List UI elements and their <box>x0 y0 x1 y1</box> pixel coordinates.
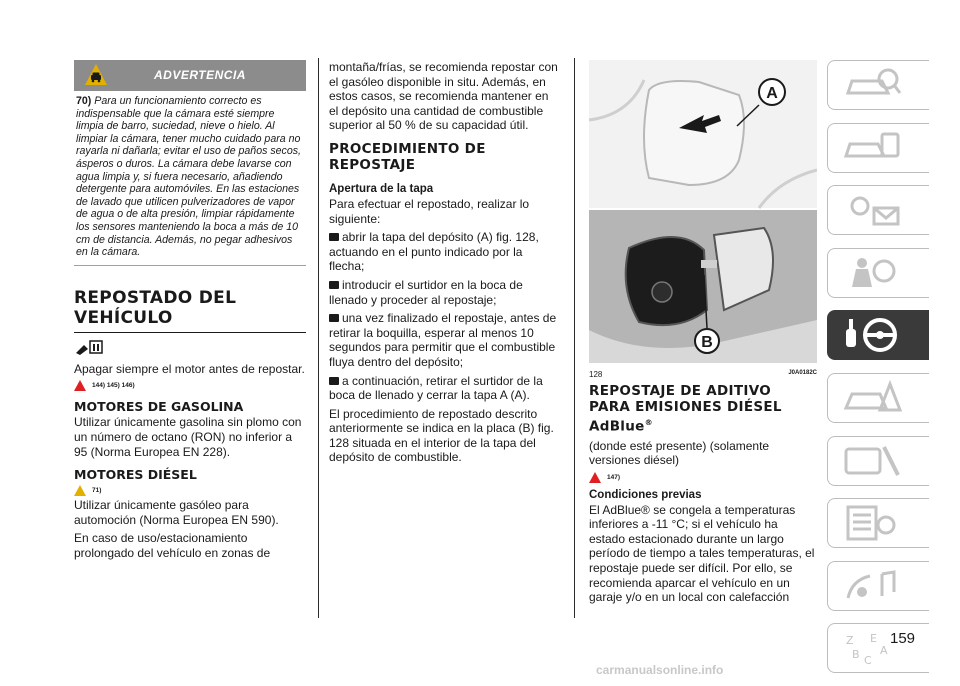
figure-number: 128 <box>589 370 603 379</box>
tab-specifications[interactable] <box>827 498 929 548</box>
svg-text:A: A <box>880 644 888 658</box>
figure-caption <box>589 370 817 379</box>
refs-text: 147) <box>607 473 621 481</box>
key-steering-icon <box>842 317 902 353</box>
car-icon <box>842 130 902 166</box>
svg-text:C: C <box>864 654 872 667</box>
page-number: 159 <box>890 630 916 647</box>
preconditions-heading: Condiciones previas <box>589 488 702 501</box>
refs-text: 71) <box>92 487 102 495</box>
gasoline-text: Utilizar únicamente gasolina sin plomo con un número de octano (RON) no inferior a 95 (Norma Europea EN 228). <box>74 415 302 459</box>
tab-lights[interactable] <box>827 185 929 235</box>
step-4 <box>329 374 560 403</box>
procedure-heading: PROCEDIMIENTO DE REPOSTAJE <box>329 140 486 173</box>
step-text: introducir el surtidor en la boca de llenado y proceder al repostaje; <box>329 277 523 307</box>
warning-title: ADVERTENCIA <box>154 68 246 82</box>
svg-text:B: B <box>852 648 860 662</box>
warning-refs-2 <box>74 485 306 496</box>
step-text: abrir la tapa del depósito (A) fig. 128, actuando en el punto indicado por la flecha; <box>329 230 539 274</box>
warning-number: 70) <box>76 95 92 107</box>
fuel-nozzle-icon <box>74 339 306 360</box>
step-text: una vez finalizado el repostaje, antes de retirar la boquilla, esperar al menos 10 segundos para permitir que el combustible fluya dentro del depósito; <box>329 311 557 369</box>
adblue-text: El AdBlue® se congela a temperaturas inferiores a -11 °C; si el vehículo ha estado estacionado durante un largo período de tiempo a tales temperaturas, el repostaje puede ser difícil. Por ello, se recomienda aparcar el vehículo en un garaje y/o en un local con calefacción <box>589 502 815 605</box>
warning-car-icon <box>842 380 902 416</box>
column-divider <box>574 58 575 618</box>
warning-refs-3 <box>589 472 817 483</box>
section-heading-refueling: REPOSTADO DEL VEHÍCULO <box>74 288 306 333</box>
procedure-closing: El procedimiento de repostado descrito anteriormente se indica en la placa (B) fig. 128 situada en el interior de la tapa del depósito de combustible. <box>329 406 554 465</box>
chapter-tabs <box>827 60 929 686</box>
bullet-icon <box>329 233 339 241</box>
lights-icon <box>842 192 902 228</box>
tab-multimedia[interactable] <box>827 561 929 611</box>
warning-body <box>74 91 306 266</box>
adblue-scope: (donde esté presente) (solamente versiones diésel) <box>589 438 770 468</box>
diesel-text: Utilizar únicamente gasóleo para automoción (Norma Europea EN 590). <box>74 498 279 527</box>
tools-icon <box>842 443 902 479</box>
step-3 <box>329 311 560 369</box>
tab-starting-driving[interactable] <box>827 310 929 360</box>
step-text: a continuación, retirar el surtidor de la boca de llenado y cerrar la tapa A (A). <box>329 373 543 403</box>
alert-icon <box>74 380 86 391</box>
procedure-lead: Para efectuar el repostado, realizar lo siguiente: <box>329 196 530 226</box>
warning-refs-1 <box>74 380 306 391</box>
warning-car-icon <box>84 63 108 87</box>
adblue-heading <box>589 383 817 439</box>
alert-icon <box>589 472 601 483</box>
refs-text: 144) 145) 146) <box>92 382 135 390</box>
warning-header <box>74 60 306 91</box>
gasoline-heading: MOTORES DE GASOLINA <box>74 399 244 415</box>
tab-emergency[interactable] <box>827 373 929 423</box>
step-1 <box>329 230 560 274</box>
cap-opening-heading: Apertura de la tapa <box>329 182 434 195</box>
adblue-heading-text: REPOSTAJE DE ADITIVO PARA EMISIONES DIÉSEL AdBlue <box>589 383 782 435</box>
warning-text: Para un funcionamiento correcto es indispensable que la cámara esté siempre limpia de barro, suciedad, nieve o hielo. Al limpiar la cámara, tener mucho cuidado para no rayarla ni dañarla; evitar el uso de paños secos, ásperos o duros. La cámara debe lavarse con agua limpia y, si fuera necesario, añadiendo detergente para automóviles. En las estaciones de lavado que utilicen pulverizadores de vapor de agua o de alta presión, limpiar rápidamente los sensores manteniendo la boca a más de 10 cm de distancia. Además, no pegar adhesivos en la cámara. <box>76 95 301 259</box>
registered-mark: ® <box>644 418 653 427</box>
tab-car[interactable] <box>827 123 929 173</box>
diesel-text-2: En caso de uso/estacionamiento prolongado del vehículo en zonas de <box>74 531 271 560</box>
column-divider <box>318 58 319 618</box>
refuel-intro: Apagar siempre el motor antes de repostar. <box>74 361 305 376</box>
label-b: B <box>701 334 713 351</box>
middle-column <box>329 60 560 469</box>
svg-text:Z: Z <box>846 634 854 648</box>
tab-dashboard[interactable] <box>827 60 929 110</box>
bullet-icon <box>329 377 339 385</box>
step-2 <box>329 278 560 307</box>
figure-code: J0A0182C <box>788 370 817 376</box>
bullet-icon <box>329 314 339 322</box>
multimedia-icon <box>842 568 902 604</box>
diesel-continuation: montaña/frías, se recomienda repostar con el gasóleo disponible in situ. Además, en estos casos, se recomienda mantener en el depósito una cantidad de combustible superior al 50 % de su capacidad útil. <box>329 60 558 133</box>
left-column <box>74 60 306 564</box>
dashboard-icon <box>842 67 902 103</box>
svg-text:E: E <box>870 632 877 646</box>
caution-icon <box>74 485 86 496</box>
fuel-cap-figure <box>589 60 817 363</box>
specs-icon <box>842 505 902 541</box>
watermark: carmanualsonline.info <box>596 663 724 677</box>
airbag-icon <box>842 255 902 291</box>
bullet-icon <box>329 281 339 289</box>
tab-airbag[interactable] <box>827 248 929 298</box>
diesel-heading: MOTORES DIÉSEL <box>74 467 197 483</box>
right-column <box>589 60 817 609</box>
label-a: A <box>766 85 778 102</box>
tab-maintenance[interactable] <box>827 436 929 486</box>
